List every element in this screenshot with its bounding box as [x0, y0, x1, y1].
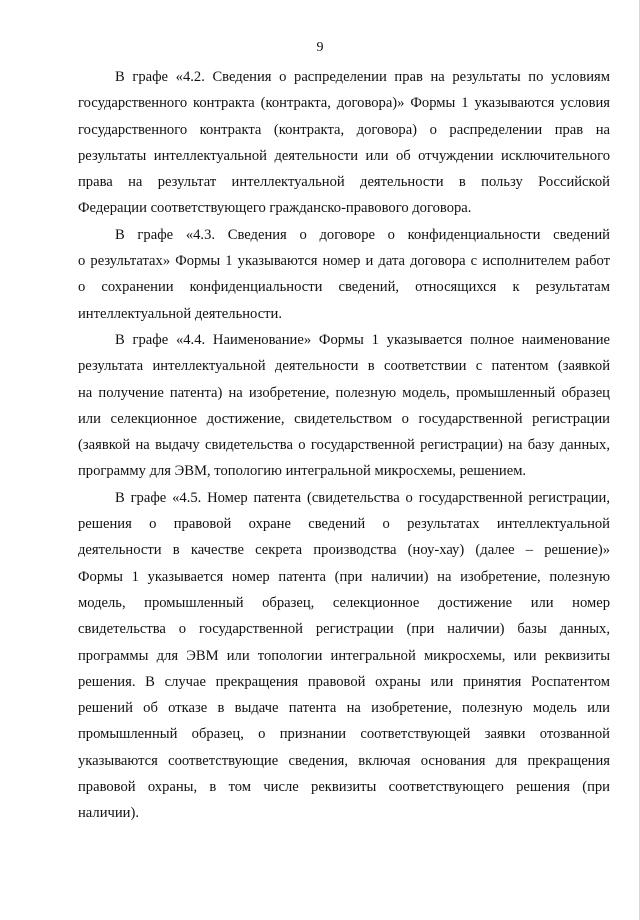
document-body — [78, 64, 610, 827]
text-line: Формы 1 указывается номер патента (при наличии) на изобретение, полезную — [78, 568, 610, 585]
paragraph-4-4 — [78, 327, 610, 485]
text-line: В графе «4.2. Сведения о распределении прав на результаты по условиям — [115, 69, 610, 85]
paragraph-4-2 — [78, 64, 610, 222]
paragraph-4-5 — [78, 485, 610, 827]
text-line: (заявкой на выдачу свидетельства о государственной регистрации) на базу данных, — [78, 437, 610, 454]
text-line: интеллектуальной деятельности. — [78, 305, 283, 322]
text-line: В графе «4.4. Наименование» Формы 1 указывается полное наименование — [115, 331, 610, 348]
text-line: наличии). — [78, 805, 139, 822]
text-line: Федерации соответствующего гражданско-правового договора. — [78, 200, 472, 217]
text-line: модель, промышленный образец, селекционное достижение или номер — [78, 594, 610, 611]
text-line: государственного контракта (контракта, договора)» Формы 1 указываются условия — [78, 95, 610, 112]
text-line: свидетельства о государственной регистрации (при наличии) базы данных, — [78, 621, 610, 638]
text-line: промышленный образец, о признании соответствующей заявки отозванной — [78, 726, 610, 743]
text-line: В графе «4.3. Сведения о договоре о конфиденциальности сведений — [115, 226, 610, 243]
text-line: решения. В случае прекращения правовой охраны или принятия Роспатентом — [78, 673, 610, 690]
text-line: решений об отказе в выдаче патента на изобретение, полезную модель или — [78, 700, 610, 717]
text-line: о результатах» Формы 1 указываются номер и дата договора с исполнителем работ — [78, 253, 610, 270]
text-line: на получение патента) на изобретение, полезную модель, промышленный образец — [78, 384, 610, 401]
text-line: государственного контракта (контракта, договора) о распределении прав на — [78, 121, 610, 138]
text-line: деятельности в качестве секрета производства (ноу-хау) (далее – решение)» — [78, 542, 610, 559]
text-line: или селекционное достижение, свидетельством о государственной регистрации — [78, 410, 610, 427]
text-line: программы для ЭВМ или топологии интегральной микросхемы, или реквизиты — [78, 647, 610, 664]
text-line: результаты интеллектуальной деятельности или об отчуждении исключительного — [78, 147, 610, 164]
text-line: о сохранении конфиденциальности сведений, относящихся к результатам — [78, 279, 610, 296]
text-line: результата интеллектуальной деятельности в соответствии с патентом (заявкой — [78, 358, 610, 375]
page-number: 9 — [316, 40, 324, 55]
text-line: права на результат интеллектуальной деятельности в пользу Российской — [78, 174, 610, 191]
text-line: В графе «4.5. Номер патента (свидетельства о государственной регистрации, — [115, 489, 610, 506]
paragraph-4-3 — [78, 222, 610, 327]
text-line: решения о правовой охране сведений о результатах интеллектуальной — [78, 516, 610, 533]
text-line: программу для ЭВМ, топологию интегральной микросхемы, решением. — [78, 463, 527, 480]
text-line: правовой охраны, в том числе реквизиты соответствующего решения (при — [78, 779, 610, 796]
text-line: указываются соответствующие сведения, включая основания для прекращения — [78, 752, 610, 769]
